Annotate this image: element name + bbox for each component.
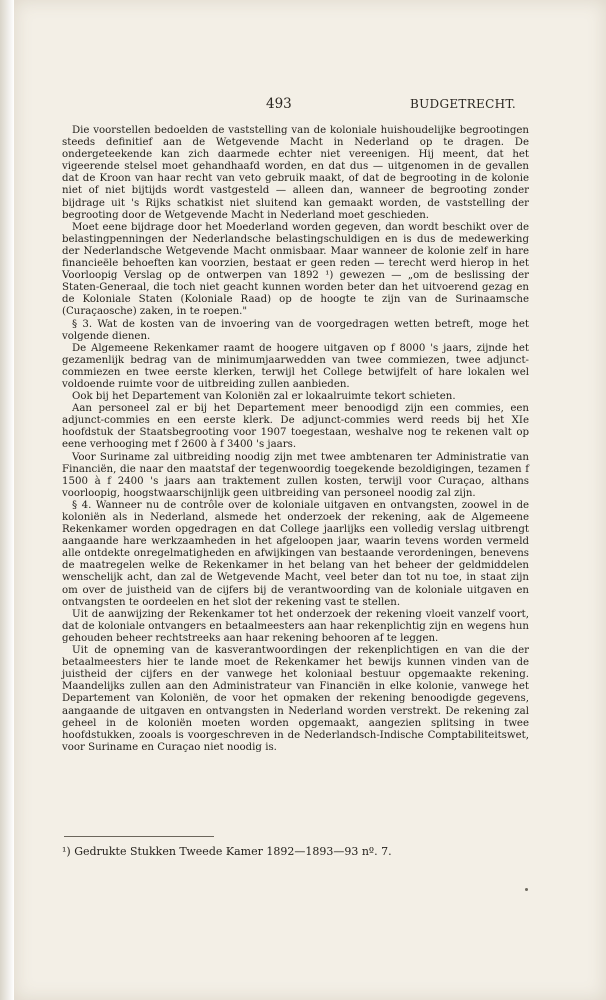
paragraph: Uit de aanwijzing der Rekenkamer tot het onderzoek der rekening vloeit vanzelf voort, dat de koloniale ontvangers en betaalmeesters aan haar rekenplichtig zijn en wegens hun gehouden beheer rechtstreeks aan haar rekening behooren af te leggen. [62, 608, 529, 644]
paper-speck [525, 888, 528, 891]
paragraph: § 3. Wat de kosten van de invoering van de voorgedragen wetten betreft, moge het volgende dienen. [62, 318, 529, 342]
paragraph: Moet eene bijdrage door het Moederland worden gegeven, dan wordt beschikt over de belastingpenningen der Nederlandsche belastingschuldigen en is dus de medewerking der Nederlandsche Wetgevende Macht onmisbaar. Maar wanneer de kolonie zelf in hare financieële behoeften kan voorzien, bestaat er geen reden — terecht werd hierop in het Voorloopig Verslag op de ontwerpen van 1892 ¹) gewezen — „om de beslissing der Staten-Generaal, die toch niet geacht kunnen worden beter dan het uitvoerend gezag en de Koloniale Staten (Koloniale Raad) op de hoogte te zijn van de Surinaamsche (Curaçaosche) zaken, in te roepen." [62, 221, 529, 318]
paragraph: Ook bij het Departement van Koloniën zal er lokaalruimte tekort schieten. [72, 391, 456, 403]
binding-gutter [0, 0, 14, 1000]
paragraph: Voor Suriname zal uitbreiding noodig zijn met twee ambtenaren ter Administratie van Financiën, die naar den maatstaf der tegenwoordig toegekende bezoldigingen, tezamen f 1500 à f 2400 's jaars aan traktement zullen kosten, terwijl voor Curaçao, althans voorloopig, hoogstwaarschijnlijk geen uitbreiding van personeel noodig zal zijn. [62, 451, 529, 499]
paragraph: § 4. Wanneer nu de contrôle over de koloniale uitgaven en ontvangsten, zoowel in de koloniën als in Nederland, alsmede het onderzoek der rekening, aak de Algemeene Rekenkamer worden opgedragen en dat College jaarlijks een volledig verslag uitbrengt aangaande hare werkzaamheden in het afgeloopen jaar, waarin tevens worden vermeld alle ontdekte onregelmatigheden en afwijkingen van bestaande verordeningen, benevens de maatregelen welke de Rekenkamer in het belang van het beheer der geldmiddelen wenschelijk acht, dan zal de Wetgevende Macht, veel beter dan tot nu toe, in staat zijn om over de juistheid van de cijfers bij de verantwoording van de koloniale uitgaven en ontvangsten te oordeelen en het slot der rekening vast te stellen. [62, 499, 529, 608]
footnote-rule [64, 836, 214, 837]
footnote: ¹) Gedrukte Stukken Tweede Kamer 1892—1893—93 nº. 7. [62, 845, 392, 858]
page-header [14, 96, 606, 116]
paragraph: Uit de opneming van de kasverantwoordingen der rekenplichtigen en van die der betaalmeesters hier te lande moet de Rekenkamer het bewijs kunnen vinden van de juistheid der cijfers en der vanwege het koloniaal bestuur opgemaakte rekening. Maandelijks zullen aan den Administrateur van Financiën in elke kolonie, vanwege het Departement van Koloniën, de voor het opmaken der rekening benoodigde gegevens, aangaande de uitgaven en ontvangsten in Nederland worden verstrekt. De rekening zal geheel in de koloniën moeten worden opgemaakt, aangezien splitsing in twee hoofdstukken, zooals is voorgeschreven in de Nederlandsch-Indische Comptabiliteitswet, voor Suriname en Curaçao niet noodig is. [62, 645, 529, 753]
page-number: 493 [266, 96, 292, 112]
paragraph: Die voorstellen bedoelden de vaststelling van de koloniale huishoudelijke begrootingen steeds definitief aan de Wetgevende Macht in Nederland op te dragen. De ondergeteekende kan zich daarmede echter niet vereenigen. Hij meent, dat het vigeerende stelsel moet gehandhaafd worden, en dat dus — uitgenomen in de gevallen dat de Kroon van haar recht van veto gebruik maakt, of dat de begrooting in de kolonie niet of niet bijtijds wordt vastgesteld — alleen dan, wanneer de begrooting zonder bijdrage uit 's Rijks schatkist niet sluitend kan gemaakt worden, de vaststelling der begrooting door de Wetgevende Macht in Nederland moet geschieden. [62, 125, 529, 221]
body-text [62, 125, 529, 754]
paragraph: De Algemeene Rekenkamer raamt de hoogere uitgaven op f 8000 's jaars, zijnde het gezamenlijk bedrag van de minimumjaarwedden van twee commiezen, twee adjunct-commiezen en twee eerste klerken, terwijl het College betwijfelt of hare lokalen wel voldoende ruimte voor de uitbreiding zullen aanbieden. [62, 342, 529, 390]
book-page [14, 0, 606, 1000]
running-head: BUDGETRECHT. [410, 97, 516, 111]
paragraph: Aan personeel zal er bij het Departement meer benoodigd zijn een commies, een adjunct-commies en een eerste klerk. De adjunct-commies werd reeds bij het XIe hoofdstuk der Staatsbegrooting voor 1907 toegestaan, weshalve nog te rekenen valt op eene verhooging met f 2600 à f 3400 's jaars. [62, 403, 529, 451]
